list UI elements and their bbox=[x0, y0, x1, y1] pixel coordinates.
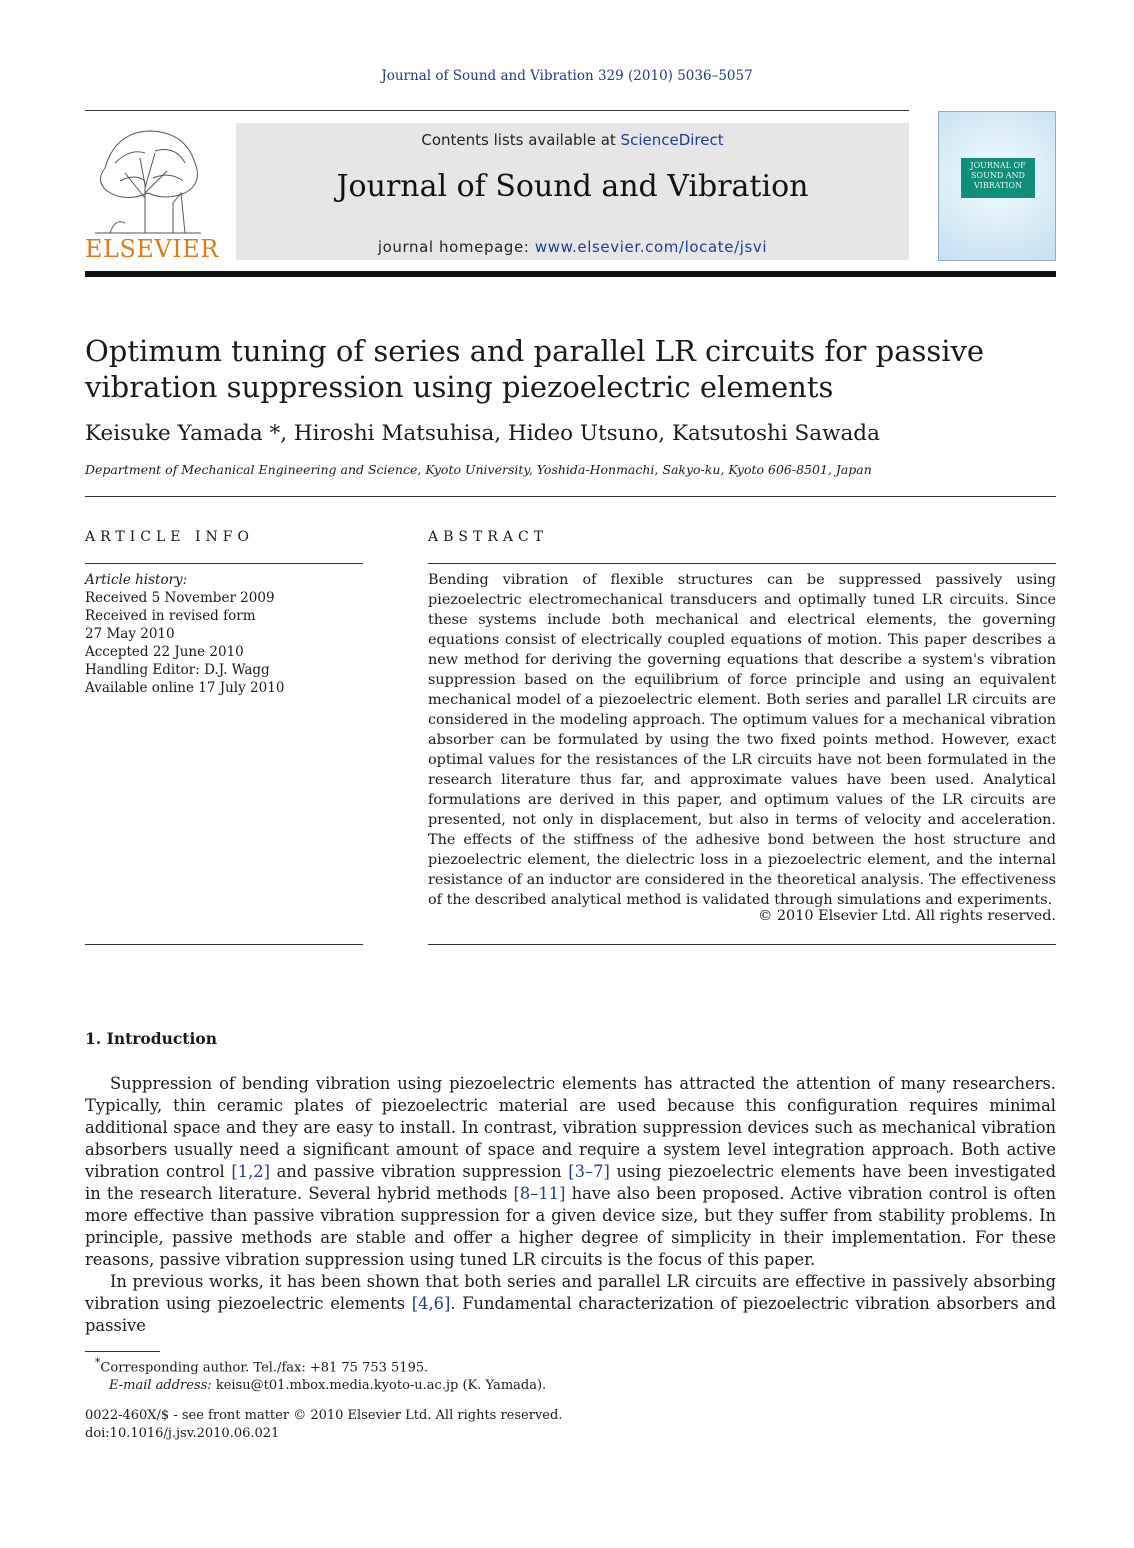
footnote-mark: * bbox=[95, 1356, 101, 1369]
history-item: Received in revised form bbox=[85, 608, 256, 624]
history-label: Article history: bbox=[85, 572, 188, 588]
article-info-rule bbox=[85, 563, 363, 564]
elsevier-wordmark: ELSEVIER bbox=[85, 235, 219, 263]
email-label: E-mail address: bbox=[109, 1378, 212, 1394]
copyright: © 2010 Elsevier Ltd. All rights reserved. bbox=[757, 908, 1056, 924]
citation-link[interactable]: [4,6] bbox=[411, 1294, 451, 1313]
history-item: 27 May 2010 bbox=[85, 626, 175, 642]
history-item: Handling Editor: D.J. Wagg bbox=[85, 662, 270, 678]
header-thick-rule bbox=[85, 271, 1056, 277]
citation-link[interactable]: [1,2] bbox=[231, 1162, 270, 1181]
paper-title: Optimum tuning of series and parallel LR circuits for passive vibration suppression using piezoelectric elements bbox=[85, 334, 985, 404]
issn-line: 0022-460X/$ - see front matter © 2010 Elsevier Ltd. All rights reserved. bbox=[85, 1408, 563, 1423]
homepage-line bbox=[236, 238, 909, 256]
email-address[interactable]: keisu@t01.mbox.media.kyoto-u.ac.jp (K. Yamada). bbox=[211, 1378, 547, 1394]
journal-title: Journal of Sound and Vibration bbox=[336, 169, 809, 204]
homepage-link[interactable]: www.elsevier.com/locate/jsvi bbox=[534, 238, 768, 256]
corresponding-text: Corresponding author. Tel./fax: +81 75 753 5195. bbox=[100, 1360, 429, 1376]
text-run: using piezoelectric elements have been investigated in the research literature. Several hybrid methods bbox=[85, 1162, 1056, 1203]
abstract-rule bbox=[428, 563, 1056, 564]
email-note bbox=[95, 1377, 995, 1395]
article-history bbox=[85, 571, 363, 697]
text-run: Suppression of bending vibration using piezoelectric elements has attracted the attention of many researchers. Typically, thin ceramic plates of piezoelectric material are used because this configuration requires minimal additional space and they are easy to install. In contrast, vibration suppression devices such as mechanical vibration absorbers usually need a significant amount of space and require a system level integration approach. Both active vibration control bbox=[85, 1074, 1056, 1181]
front-matter bbox=[85, 1407, 985, 1443]
affiliation: Department of Mechanical Engineering and Science, Kyoto University, Yoshida-Honmachi, Sakyo-ku, Kyoto 606-8501, Japan bbox=[85, 462, 872, 477]
contents-prefix: Contents lists available at bbox=[421, 131, 621, 149]
text-run: In previous works, it has been shown that both series and parallel LR circuits are effective in passively absorbing vibration using piezoelectric elements bbox=[85, 1272, 1056, 1313]
article-info-rule-bottom bbox=[85, 944, 363, 945]
introduction-body bbox=[85, 1073, 1056, 1337]
history-item: Received 5 November 2009 bbox=[85, 590, 275, 606]
abstract-text: Bending vibration of flexible structures can be suppressed passively using piezoelectric electromechanical transducers and optimally tuned LR circuits. Since these systems include both mechanical and electrical elements, the governing equations consist of electrically coupled equations of motion. This paper describes a new method for deriving the governing equations that describe a system's vibration suppression based on the equilibrium of force principle and using an equivalent mechanical model of a piezoelectric element. Both series and parallel LR circuits are considered in the modeling approach. The optimum values for a mechanical vibration absorber can be formulated by using the two fixed points method. However, exact optimal values for the resistances of the LR circuits have not been formulated in the research literature thus far, and approximate values have been used. Analytical formulations are derived in this paper, and optimum values of the LR circuits are presented, not only in displacement, but also in terms of velocity and acceleration. The effects of the stiffness of the adhesive bond between the host structure and piezoelectric element, the dielectric loss in a piezoelectric element, and the internal resistance of an inductor are considered in the theoretical analysis. The effectiveness of the described analytical method is validated through simulations and experiments. bbox=[428, 572, 1056, 908]
homepage-prefix: journal homepage: bbox=[377, 238, 535, 256]
footnote bbox=[95, 1354, 995, 1395]
cover-title: JOURNAL OF SOUND AND VIBRATION bbox=[961, 158, 1035, 198]
sciencedirect-link[interactable]: ScienceDirect bbox=[620, 131, 724, 149]
title-rule bbox=[85, 496, 1056, 497]
header-rule bbox=[85, 110, 909, 111]
paragraph bbox=[85, 1073, 1056, 1271]
elsevier-logo bbox=[85, 123, 219, 263]
citation-link[interactable]: [3–7] bbox=[568, 1162, 610, 1181]
journal-reference[interactable]: Journal of Sound and Vibration 329 (2010) 5036–5057 bbox=[381, 68, 753, 84]
citation-link[interactable]: [8–11] bbox=[513, 1184, 566, 1203]
abstract-heading: ABSTRACT bbox=[428, 529, 549, 545]
tree-icon bbox=[85, 123, 211, 235]
authors: Keisuke Yamada *, Hiroshi Matsuhisa, Hideo Utsuno, Katsutoshi Sawada bbox=[85, 421, 880, 446]
text-run: and passive vibration suppression bbox=[269, 1162, 569, 1181]
history-item: Available online 17 July 2010 bbox=[85, 680, 285, 696]
article-info-heading: ARTICLE INFO bbox=[85, 529, 254, 545]
section-heading: 1. Introduction bbox=[85, 1029, 217, 1048]
corresponding-author-note bbox=[95, 1354, 995, 1377]
abstract-rule-bottom bbox=[428, 944, 1056, 945]
footnote-rule bbox=[85, 1351, 160, 1352]
journal-cover[interactable] bbox=[938, 111, 1056, 261]
journal-masthead bbox=[236, 123, 909, 260]
doi-line[interactable]: doi:10.1016/j.jsv.2010.06.021 bbox=[85, 1426, 280, 1441]
paragraph bbox=[85, 1271, 1056, 1337]
contents-line bbox=[236, 131, 909, 149]
history-item: Accepted 22 June 2010 bbox=[85, 644, 244, 660]
text-run: have also been proposed. Active vibration control is often more effective than passive vibration suppression for a given device size, but they suffer from stability problems. In principle, passive methods are stable and offer a higher degree of simplicity in their implementation. For these reasons, passive vibration suppression using tuned LR circuits is the focus of this paper. bbox=[85, 1184, 1056, 1269]
text-run: . Fundamental characterization of piezoelectric vibration absorbers and passive bbox=[85, 1294, 1056, 1335]
